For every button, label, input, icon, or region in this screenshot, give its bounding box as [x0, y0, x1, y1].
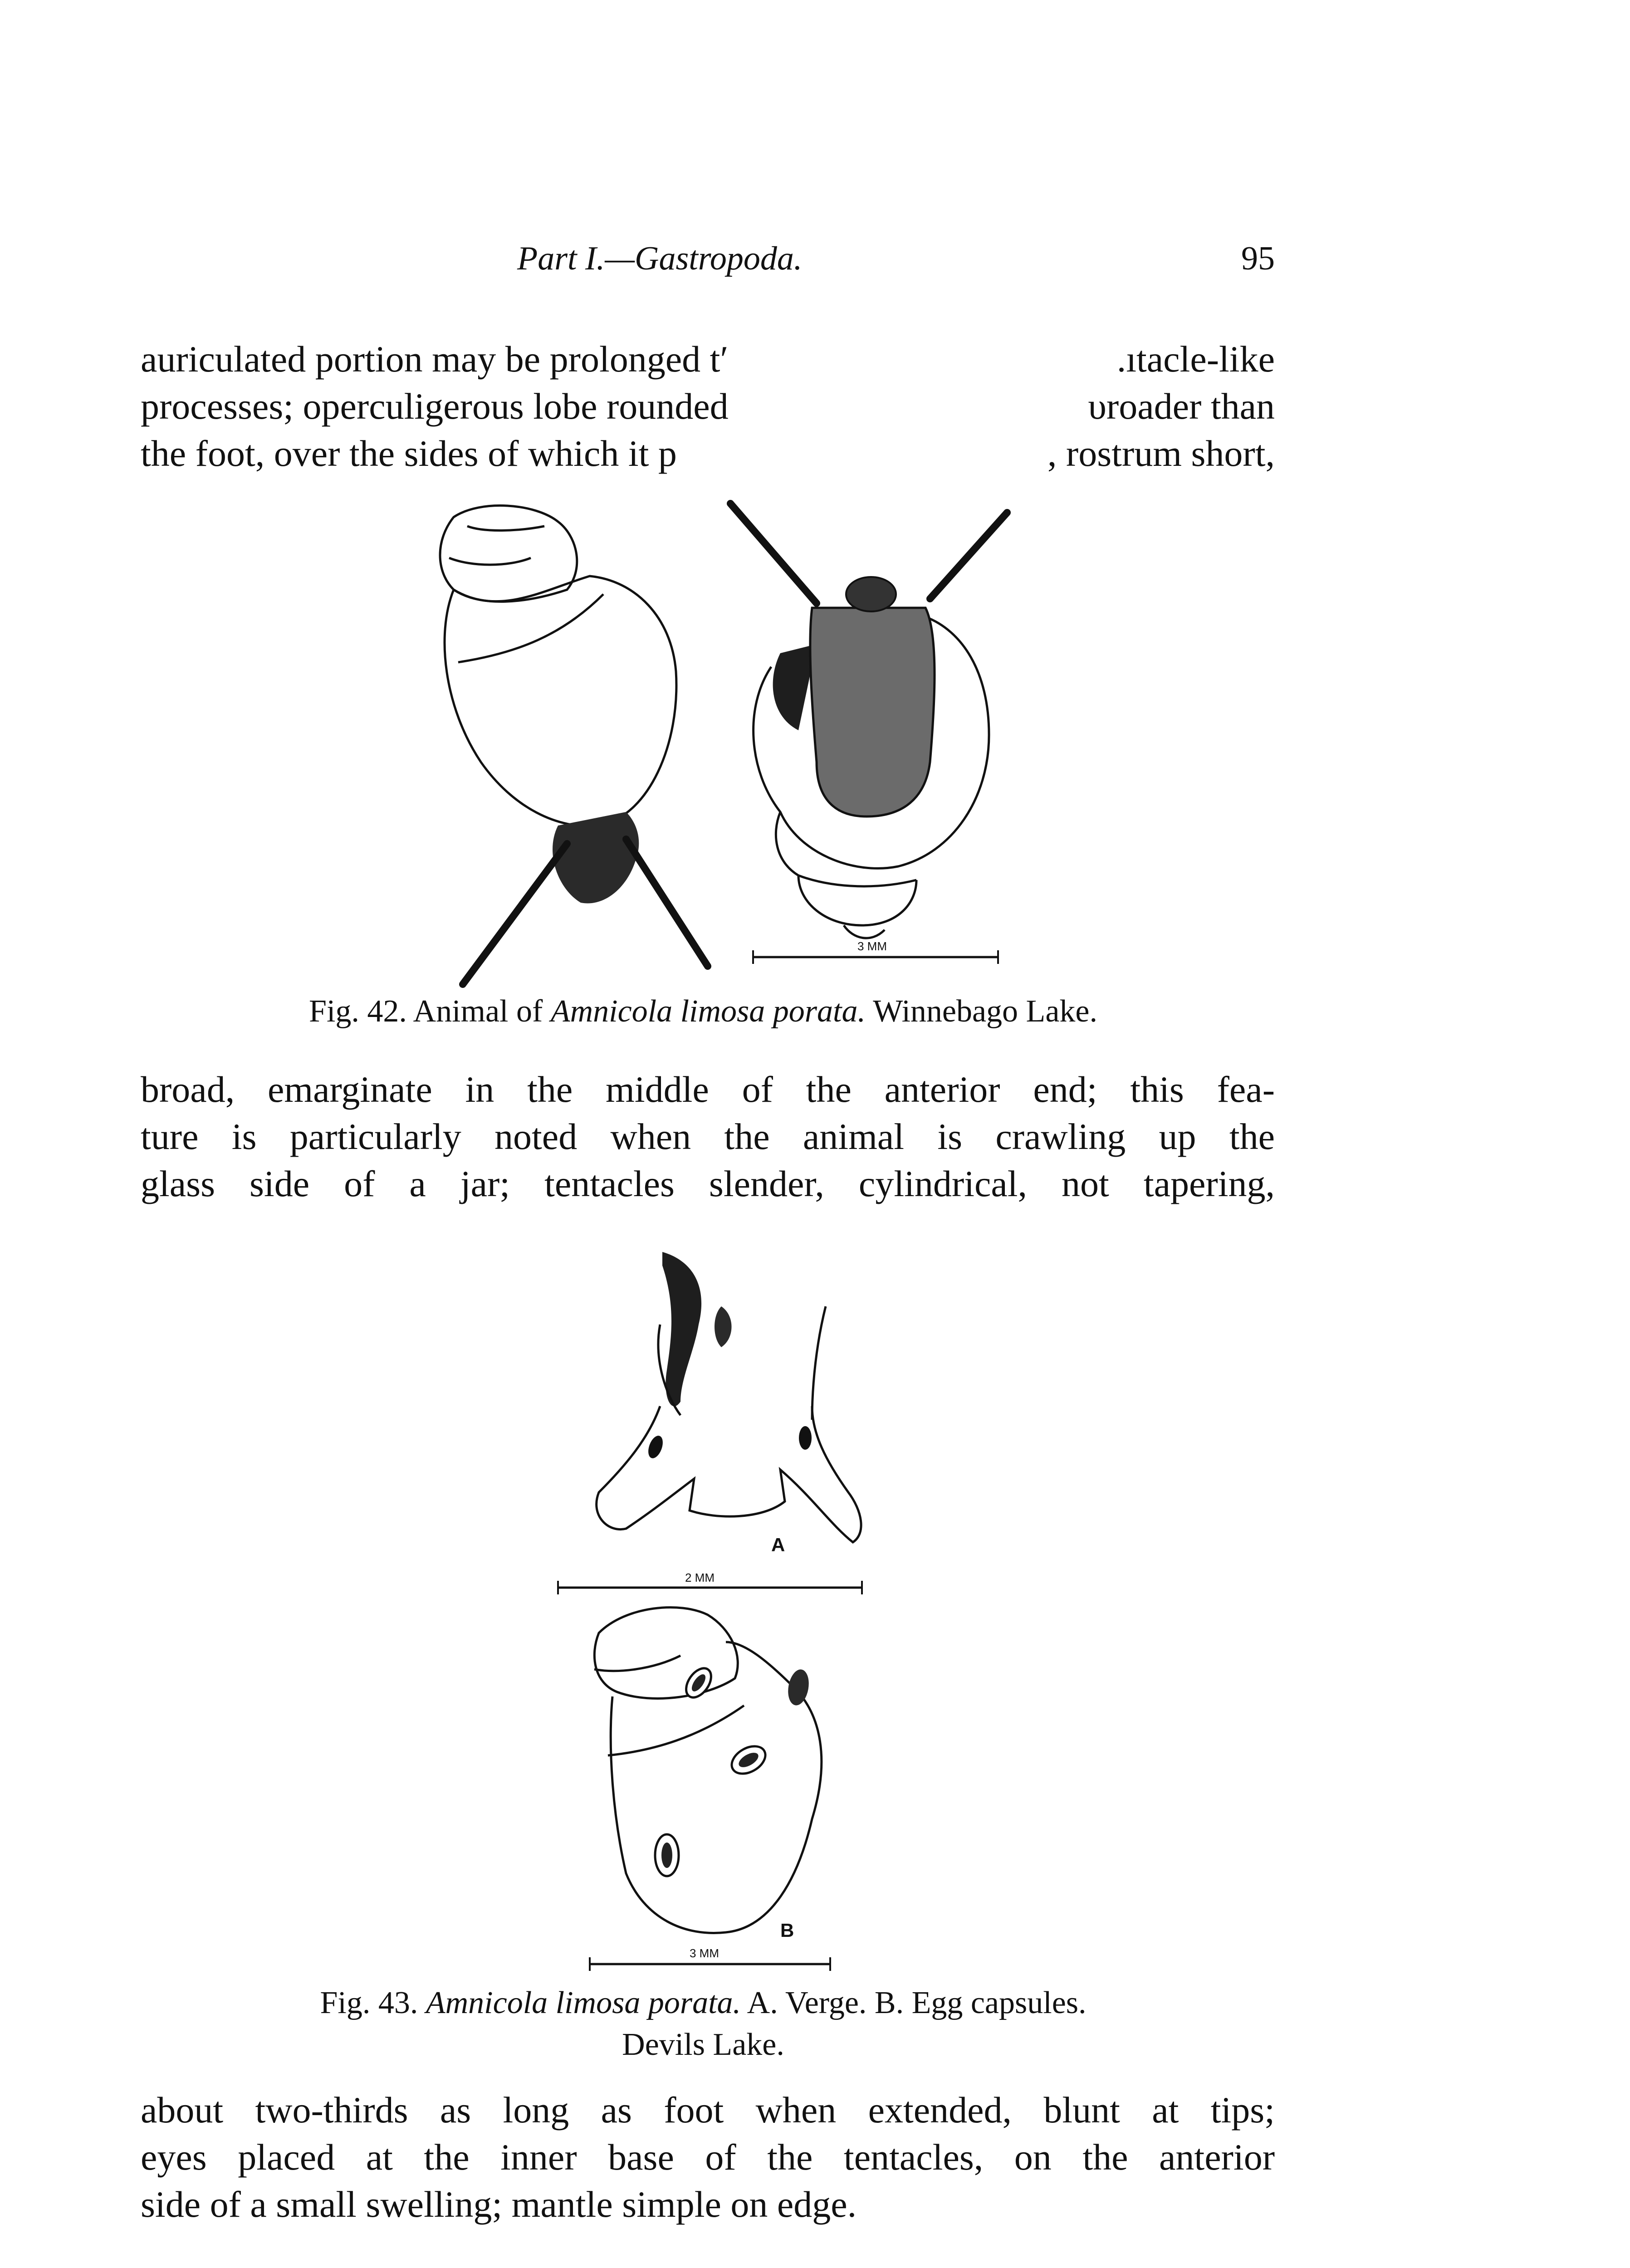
figure-43-caption-line1: Fig. 43. Amnicola limosa porata. A. Verge. B. Egg capsules. — [320, 1985, 1087, 2020]
figure-43-caption — [136, 1982, 1270, 2066]
figure-43-label-a: A — [771, 1534, 785, 1555]
scale-label-43b: 3 MM — [690, 1946, 719, 1960]
scale-label-42: 3 MM — [857, 939, 887, 953]
verge-drawing — [597, 1252, 861, 1542]
scale-label-43a: 2 MM — [685, 1571, 715, 1584]
paragraph-bottom — [141, 2087, 1275, 2228]
figure-43-caption-line2: Devils Lake. — [622, 2027, 784, 2062]
figure-43-label-b: B — [780, 1920, 794, 1941]
egg-capsule — [727, 1740, 770, 1779]
paragraph-top — [141, 336, 1275, 477]
egg-capsule — [681, 1664, 716, 1702]
text-line: glass side of a jar; tentacles slender, cylindrical, not tapering, — [141, 1163, 1275, 1204]
text-line: about two-thirds as long as foot when extended, blunt at tips; — [141, 2089, 1275, 2131]
page-number: 95 — [1241, 240, 1275, 277]
foot-dark — [553, 812, 639, 904]
text-line: auriculated portion may be prolonged t′ .ıtacle-like — [141, 338, 1275, 380]
text-line: side of a small swelling; mantle simple on edge. — [141, 2184, 857, 2225]
egg-capsule — [655, 1834, 679, 1876]
figure-42-caption: Fig. 42. Animal of Amnicola limosa porata. Winnebago Lake. — [309, 994, 1097, 1029]
shell-dorsal-drawing — [440, 506, 676, 826]
text-line: the foot, over the sides of which it p , rostrum short, — [141, 433, 1275, 474]
paragraph-middle — [141, 1066, 1275, 1207]
text-line: processes; operculigerous lobe rounded υroader than — [141, 386, 1275, 427]
text-line: eyes placed at the inner base of the tentacles, on the anterior — [141, 2136, 1275, 2178]
foot-stippled — [810, 608, 935, 816]
egg-capsule — [785, 1668, 811, 1707]
tentacle-left — [463, 844, 567, 984]
text-line: ture is particularly noted when the animal is crawling up the — [141, 1116, 1275, 1157]
egg-capsule-shell-drawing — [594, 1608, 822, 1933]
tentacle-right — [626, 839, 708, 966]
text-line: broad, emarginate in the middle of the anterior end; this fea- — [141, 1069, 1275, 1110]
running-title: Part I.—Gastropoda. — [517, 240, 803, 277]
